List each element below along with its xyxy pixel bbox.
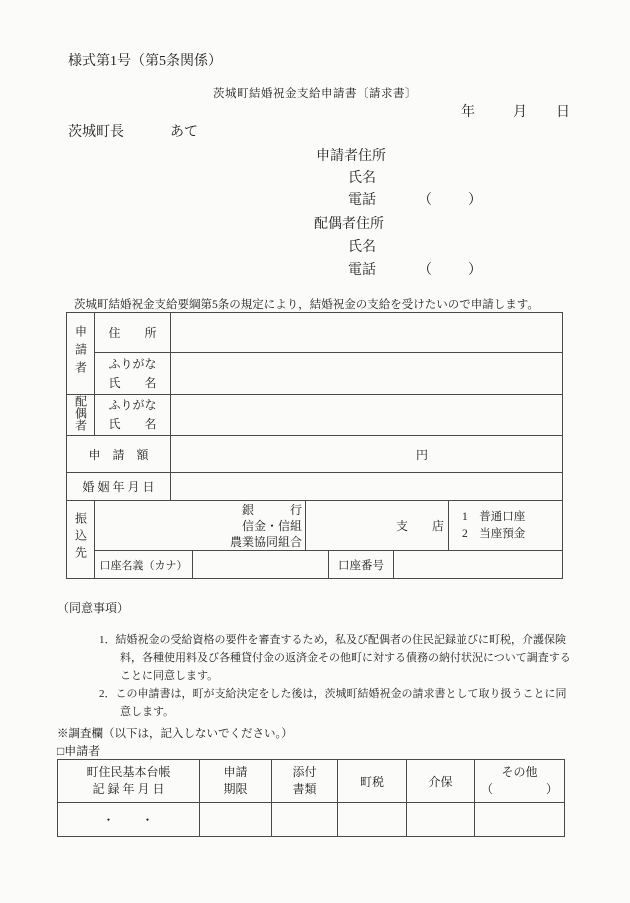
consent-item-1-line-2: 料，各種使用料及び各種貸付金の返済金その他町に対する債務の納付状況について調査する xyxy=(120,652,571,664)
applicant-phone-paren-close: ） xyxy=(468,193,482,208)
application-table xyxy=(66,312,563,579)
address-row-label: 住 所 xyxy=(95,313,171,353)
other-paren-close: ） xyxy=(545,782,558,796)
date-year-label: 年 xyxy=(461,105,475,120)
applicant-address-label: 申請者住所 xyxy=(316,149,386,164)
spouse-phone-label: 電話 xyxy=(348,263,376,278)
document-title: 茨城町結婚祝金支給申請書〔請求書〕 xyxy=(213,88,417,100)
deadline-header-line-2: 期限 xyxy=(223,782,248,796)
bank-type-label-2: 信金・信組 xyxy=(241,518,302,533)
account-type-2-label: 2 当座預金 xyxy=(462,527,526,540)
account-type-1-label: 1 普通口座 xyxy=(462,510,526,523)
survey-table xyxy=(57,759,565,837)
applicant-name-label: 氏名 xyxy=(348,171,376,186)
amount-input-cell xyxy=(171,436,563,473)
applicant-phone-paren-open: （ xyxy=(418,193,432,208)
attachments-cell xyxy=(272,803,338,837)
consent-item-1-line-3: ことに同意します。 xyxy=(120,670,219,682)
spouse-furigana-name-label xyxy=(95,395,171,436)
date-month-label: 月 xyxy=(513,105,527,120)
attachments-header xyxy=(272,760,338,803)
account-name-label: 口座名義（カナ） xyxy=(95,551,193,579)
other-paren-open: （ xyxy=(481,782,494,796)
care-insurance-header: 介保 xyxy=(407,760,475,803)
deadline-cell xyxy=(200,803,272,837)
applicant-group-label: 申請者 xyxy=(73,324,88,379)
form-number: 様式第1号（第5条関係） xyxy=(68,54,222,69)
transfer-group-cell xyxy=(67,501,95,579)
deadline-header-line-1: 申請 xyxy=(223,765,248,779)
consent-item-1-line-1: 1．結婚祝金の受給資格の要件を審査するため，私及び配偶者の住民記録並びに町税，介護保険 xyxy=(99,634,567,646)
other-header xyxy=(475,760,565,803)
consent-item-2-line-2: 意します。 xyxy=(120,706,175,718)
furigana-label: ふりがな xyxy=(108,356,157,371)
amount-row-label: 申 請 額 xyxy=(67,436,171,473)
intro-sentence: 茨城町結婚祝金支給要綱第5条の規定により，結婚祝金の支給を受けたいので申請します。 xyxy=(74,299,539,311)
consent-item-2-line-1: 2．この申請書は，町が支給決定をした後は，茨城町結婚祝金の請求書として取り扱うことに同 xyxy=(99,688,567,700)
applicant-group-cell xyxy=(67,313,95,395)
furigana-label: ふりがな xyxy=(108,398,157,412)
attachments-header-line-2: 書類 xyxy=(292,782,317,796)
town-tax-header: 町税 xyxy=(338,760,407,803)
other-header-parens xyxy=(475,781,564,798)
transfer-group-label: 振込先 xyxy=(73,512,88,563)
applicant-furigana-name-label xyxy=(95,353,171,395)
addressee-suffix: あて xyxy=(170,125,198,140)
account-number-label: 口座番号 xyxy=(329,551,394,579)
bank-name-input-cell xyxy=(95,501,306,551)
spouse-address-label: 配偶者住所 xyxy=(314,217,384,232)
applicant-checkbox-label: □申請者 xyxy=(57,744,101,758)
bank-type-label-1: 銀 行 xyxy=(241,502,302,517)
other-header-label: その他 xyxy=(501,765,538,779)
applicant-name-input-cell xyxy=(171,353,563,395)
spouse-group-label: 配偶者 xyxy=(73,395,88,431)
consent-heading: （同意事項） xyxy=(57,601,130,615)
registry-date-cell: ・ ・ xyxy=(58,803,200,837)
addressee-name: 茨城町長 xyxy=(68,125,124,140)
registry-date-header xyxy=(58,760,200,803)
date-day-label: 日 xyxy=(556,105,570,120)
registry-date-header-line-1: 町住民基本台帳 xyxy=(86,765,171,779)
survey-note: ※調査欄（以下は，記入しないでください。） xyxy=(57,728,293,740)
spouse-name-input-cell xyxy=(171,395,563,436)
spouse-group-cell xyxy=(67,395,95,436)
marriage-date-row-label: 婚 姻 年 月 日 xyxy=(67,473,171,501)
applicant-phone-label: 電話 xyxy=(348,193,376,208)
branch-label: 支 店 xyxy=(395,519,444,533)
application-deadline-header xyxy=(200,760,272,803)
name-label: 氏 名 xyxy=(108,375,157,390)
address-input-cell xyxy=(171,313,563,353)
account-number-input-cell xyxy=(394,551,563,579)
yen-unit-label: 円 xyxy=(416,447,429,462)
town-tax-cell xyxy=(338,803,407,837)
registry-date-header-line-2: 記 録 年 月 日 xyxy=(92,782,165,796)
spouse-phone-paren-close: ） xyxy=(468,263,482,278)
account-type-options xyxy=(449,501,563,551)
spouse-name-label: 氏名 xyxy=(348,240,376,255)
marriage-date-input-cell xyxy=(171,473,563,501)
name-label: 氏 名 xyxy=(108,417,157,431)
attachments-header-line-1: 添付 xyxy=(292,765,317,779)
other-cell xyxy=(475,803,565,837)
consent-items xyxy=(99,631,571,721)
account-name-input-cell xyxy=(193,551,329,579)
spouse-phone-paren-open: （ xyxy=(418,263,432,278)
care-insurance-cell xyxy=(407,803,475,837)
bank-type-label-3: 農業協同組合 xyxy=(229,534,302,549)
branch-input-cell xyxy=(306,501,449,551)
